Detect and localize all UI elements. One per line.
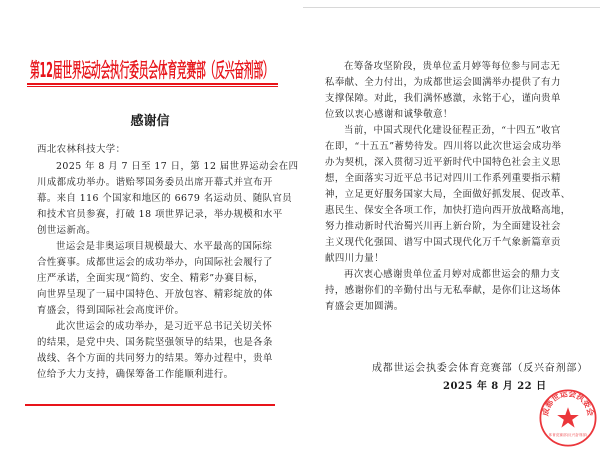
letter-title: 感谢信 — [130, 114, 170, 129]
letter-line: 再次衷心感谢贵单位孟月婷对成都世运会的鼎力支 — [344, 269, 561, 280]
letter-line: 育盛会更加圆满。 — [325, 301, 404, 312]
letter-line: 位致以衷心感谢和诚挚敬意！ — [325, 109, 453, 120]
letterhead-rule — [27, 83, 278, 85]
letter-line: 支撑保障。对此，我们满怀感激，永铭于心，谨向贵单 — [325, 93, 561, 104]
letter-line: 努力推动新时代治蜀兴川再上新台阶，为全面建设社会 — [325, 221, 561, 232]
letter-line: 献四川力量！ — [325, 253, 384, 264]
letter-line: 幕。来自 116 个国家和地区的 6679 名运动员、随队官员 — [37, 193, 293, 204]
letter-line: 合性赛事。成都世运会的成功举办，向国际社会履行了 — [37, 257, 273, 268]
signature-organization: 成都世运会执委会体育竞赛部（反兴奋剂部） — [372, 363, 588, 374]
letter-line: 战线、各个方面的共同努力的结果。筹办过程中，贵单 — [37, 353, 273, 364]
letter-line: 想，全面落实习近平总书记对四川工作系列重要指示精 — [325, 173, 561, 184]
letter-line: 主义现代化强国、谱写中国式现代化万千气象新篇章贡 — [325, 237, 561, 248]
letter-line: 育盛会，得到国际社会高度评价。 — [37, 305, 185, 316]
letterhead-rule-thin — [27, 86, 278, 87]
salutation: 西北农林科技大学： — [37, 144, 126, 155]
letterhead-text: 第12届世界运动会执行委员会体育竞赛部（反兴奋剂部） — [30, 58, 273, 82]
signature-date: 2025 年 8 月 22 日 — [443, 381, 547, 392]
seal-subtext: 体育竞赛部(反兴奋剂部) — [548, 433, 588, 437]
letter-line: 2025 年 8 月 7 日至 17 日，第 12 届世界运动会在四 — [56, 161, 299, 172]
letter-line: 世运会是非奥运项目规模最大、水平最高的国际综 — [56, 241, 273, 252]
letter-line: 的结果，是党中央、国务院坚强领导的结果，也是各条 — [37, 337, 273, 348]
letter-line: 神，立足更好服务国家大局，全面做好抓发展、促改革、 — [325, 189, 571, 200]
letter-line: 在筹备攻坚阶段，贵单位孟月婷等每位参与同志无 — [344, 61, 561, 72]
letter-line: 川成都成功举办。谐贻琴国务委员出席开幕式并宣布开 — [37, 177, 273, 188]
letter-line: 惠民生、保安全各项工作，加快打造向西开放战略高地， — [325, 205, 571, 216]
official-seal — [538, 388, 598, 448]
letter-line: 位给予大力支持，确保筹备工作能顺利进行。 — [37, 369, 234, 380]
letter-line: 创世运新高。 — [37, 225, 96, 236]
letter-line: 向世界呈现了一届中国特色、开放包容、精彩绽放的体 — [37, 289, 273, 300]
letter-line: 当前，中国式现代化建设征程正劲，“十四五”收官 — [344, 125, 561, 136]
letter-line: 和技术官员参赛，打破 18 项世界记录，举办规模和水平 — [37, 209, 283, 220]
letter-line: 办为契机，深入贯彻习近平新时代中国特色社会主义思 — [325, 157, 561, 168]
letter-line: 在即，“十五五”蓄势待发。四川将以此次世运会成功举 — [325, 141, 562, 152]
letter-page-2 — [300, 0, 600, 450]
letterhead — [30, 58, 276, 82]
seal-star-icon — [557, 407, 579, 427]
letter-line: 此次世运会的成功举办，是习近平总书记关切关怀 — [56, 321, 273, 332]
letter-line: 庄严承诺，全面实现“简约、安全、精彩”办赛目标， — [37, 273, 264, 284]
letter-line: 持，感谢你们的辛勤付出与无私奉献，是你们让这场体 — [325, 285, 561, 296]
page-top-border — [303, 7, 600, 8]
letter-line: 私奉献、全力付出，为成都世运会圆满举办提供了有力 — [325, 77, 561, 88]
footer-rule — [25, 404, 275, 406]
seal-text: 成都世运会执委会 — [540, 389, 596, 417]
